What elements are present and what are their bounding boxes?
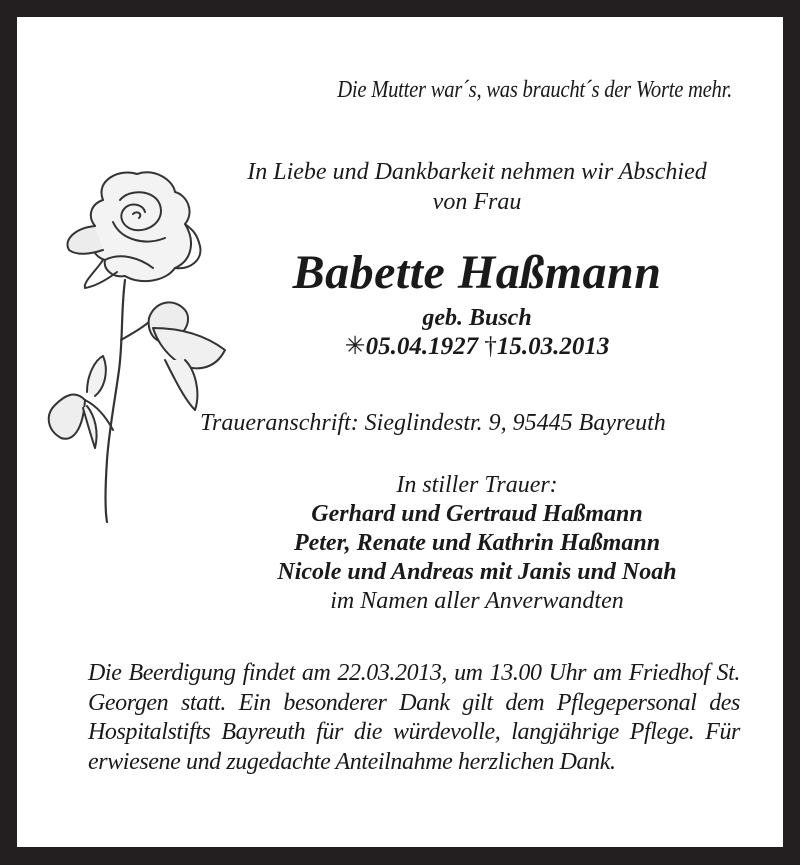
intro-line-1: In Liebe und Dankbarkeit nehmen wir Abschied	[247, 159, 707, 185]
motto-quote: Die Mutter war´s, was braucht´s der Worte mehr.	[337, 77, 732, 103]
intro-line-2: von Frau	[432, 189, 522, 215]
obituary-card	[17, 17, 783, 847]
mourners-closing: im Namen aller Anverwandten	[330, 588, 624, 614]
birth-date: 05.04.1927	[365, 333, 479, 360]
death-date: 15.03.2013	[496, 333, 610, 360]
death-cross-icon: †	[484, 333, 497, 360]
mourners-heading: In stiller Trauer:	[396, 472, 558, 498]
mourning-address: Traueranschrift: Sieglindestr. 9, 95445 Bayreuth	[200, 410, 666, 436]
life-dates	[197, 332, 757, 362]
mourner-line: Gerhard und Gertraud Haßmann	[311, 501, 643, 527]
mourners-list	[197, 471, 757, 616]
mourner-line: Peter, Renate und Kathrin Haßmann	[293, 530, 661, 556]
birth-star-icon: ✳	[344, 333, 366, 360]
funeral-notice: Die Beerdigung findet am 22.03.2013, um 13.00 Uhr am Friedhof St. Georgen statt. Ein besonderer Dank gilt dem Pflegepersonal des Hospitalstifts Bayreuth für die würdevolle, langjährige Pflege. Für erwiesene und zugedachte Anteilnahme herzlichen Dank.	[88, 660, 740, 775]
maiden-name: geb. Busch	[422, 305, 532, 331]
mourner-line: Nicole und Andreas mit Janis und Noah	[277, 559, 677, 585]
farewell-intro	[197, 157, 757, 217]
deceased-name: Babette Haßmann	[292, 246, 662, 299]
